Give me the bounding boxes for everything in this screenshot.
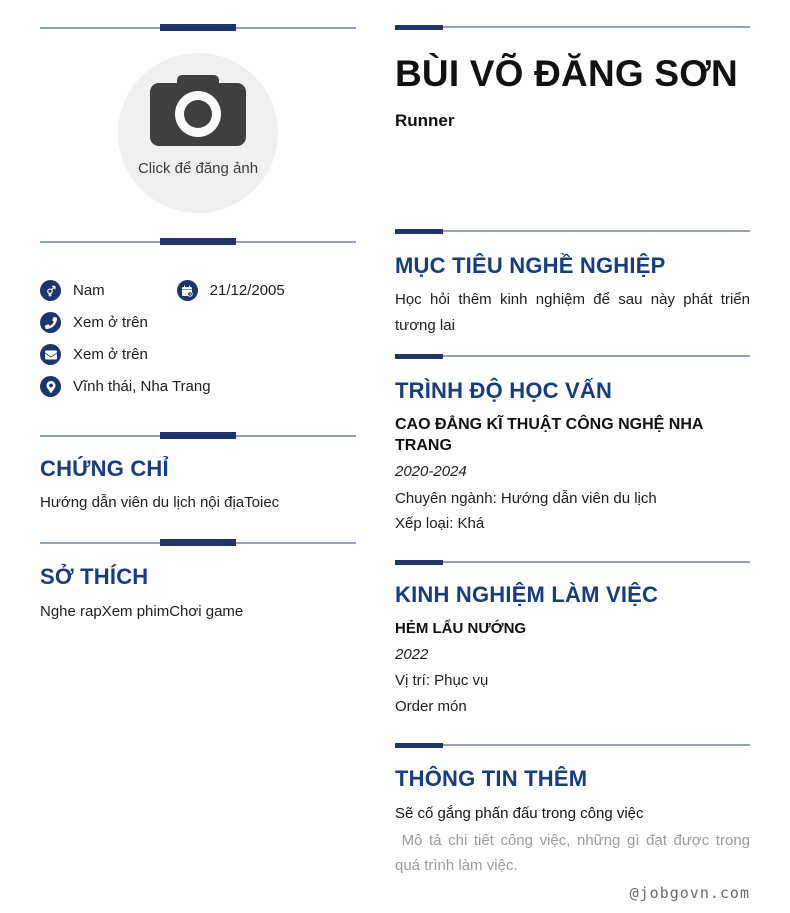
contact-row-email (40, 344, 356, 365)
certificates-heading: CHỨNG CHỈ (40, 456, 169, 481)
birthday-value: 21/12/2005 (209, 282, 285, 299)
section-divider (395, 742, 750, 748)
right-column (395, 0, 755, 878)
section-divider (395, 559, 750, 565)
experience-company: HẺM LẨU NƯỚNG (395, 620, 527, 637)
photo-upload-button[interactable] (118, 53, 278, 213)
objective-heading: MỤC TIÊU NGHỀ NGHIỆP (395, 253, 666, 278)
left-column (40, 0, 356, 878)
education-grade: Xếp loại: Khá (395, 515, 485, 532)
hobbies-body: Nghe rapXem phimChơi game (40, 603, 244, 620)
photo-upload-area (40, 53, 356, 213)
education-heading: TRÌNH ĐỘ HỌC VẤN (395, 378, 613, 403)
location-pin-icon (40, 376, 61, 397)
experience-heading: KINH NGHIỆM LÀM VIỆC (395, 582, 659, 607)
section-divider (395, 24, 750, 30)
section-divider (40, 24, 356, 31)
objective-body: Học hỏi thêm kinh nghiệm để sau này phát triển tương lai (395, 291, 750, 334)
section-divider (40, 432, 356, 439)
section-divider (395, 353, 750, 359)
site-watermark: @jobgovn.com (629, 884, 750, 902)
birthday-group (177, 280, 285, 301)
education-period: 2020-2024 (395, 463, 467, 480)
address-value: Vĩnh thái, Nha Trang (73, 378, 211, 395)
email-icon (40, 344, 61, 365)
experience-period: 2022 (395, 646, 429, 663)
education-school: CAO ĐẲNG KĨ THUẬT CÔNG NGHỆ NHA TRANG (395, 416, 703, 454)
education-major: Chuyên ngành: Hướng dẫn viên du lịch (395, 490, 657, 507)
camera-icon (150, 75, 246, 151)
section-divider (40, 539, 356, 546)
contact-row-gender-birthday (40, 280, 356, 301)
certificates-body: Hướng dẫn viên du lịch nội địaToiec (40, 494, 280, 511)
additional-body: Sẽ cố gắng phấn đấu trong công việc (395, 805, 644, 822)
contact-row-phone (40, 312, 356, 333)
candidate-name: BÙI VÕ ĐĂNG SƠN (395, 53, 738, 94)
photo-upload-label: Click để đăng ảnh (137, 160, 259, 177)
calendar-icon (177, 280, 198, 301)
section-divider (40, 238, 356, 245)
experience-position: Vị trí: Phục vụ (395, 672, 489, 689)
experience-detail: Order món (395, 698, 467, 715)
additional-placeholder: Mô tả chi tiết công việc, những gì đạt được trong quá trình làm việc. (395, 832, 755, 874)
candidate-title: Runner (395, 111, 455, 130)
hobbies-heading: SỞ THÍCH (40, 564, 149, 589)
contact-row-address (40, 376, 356, 397)
phone-icon (40, 312, 61, 333)
contact-info (40, 280, 356, 397)
section-divider (395, 228, 750, 234)
additional-heading: THÔNG TIN THÊM (395, 766, 588, 791)
gender-icon (40, 280, 61, 301)
phone-value: Xem ở trên (73, 314, 148, 331)
email-value: Xem ở trên (73, 346, 148, 363)
gender-value: Nam (73, 282, 105, 299)
